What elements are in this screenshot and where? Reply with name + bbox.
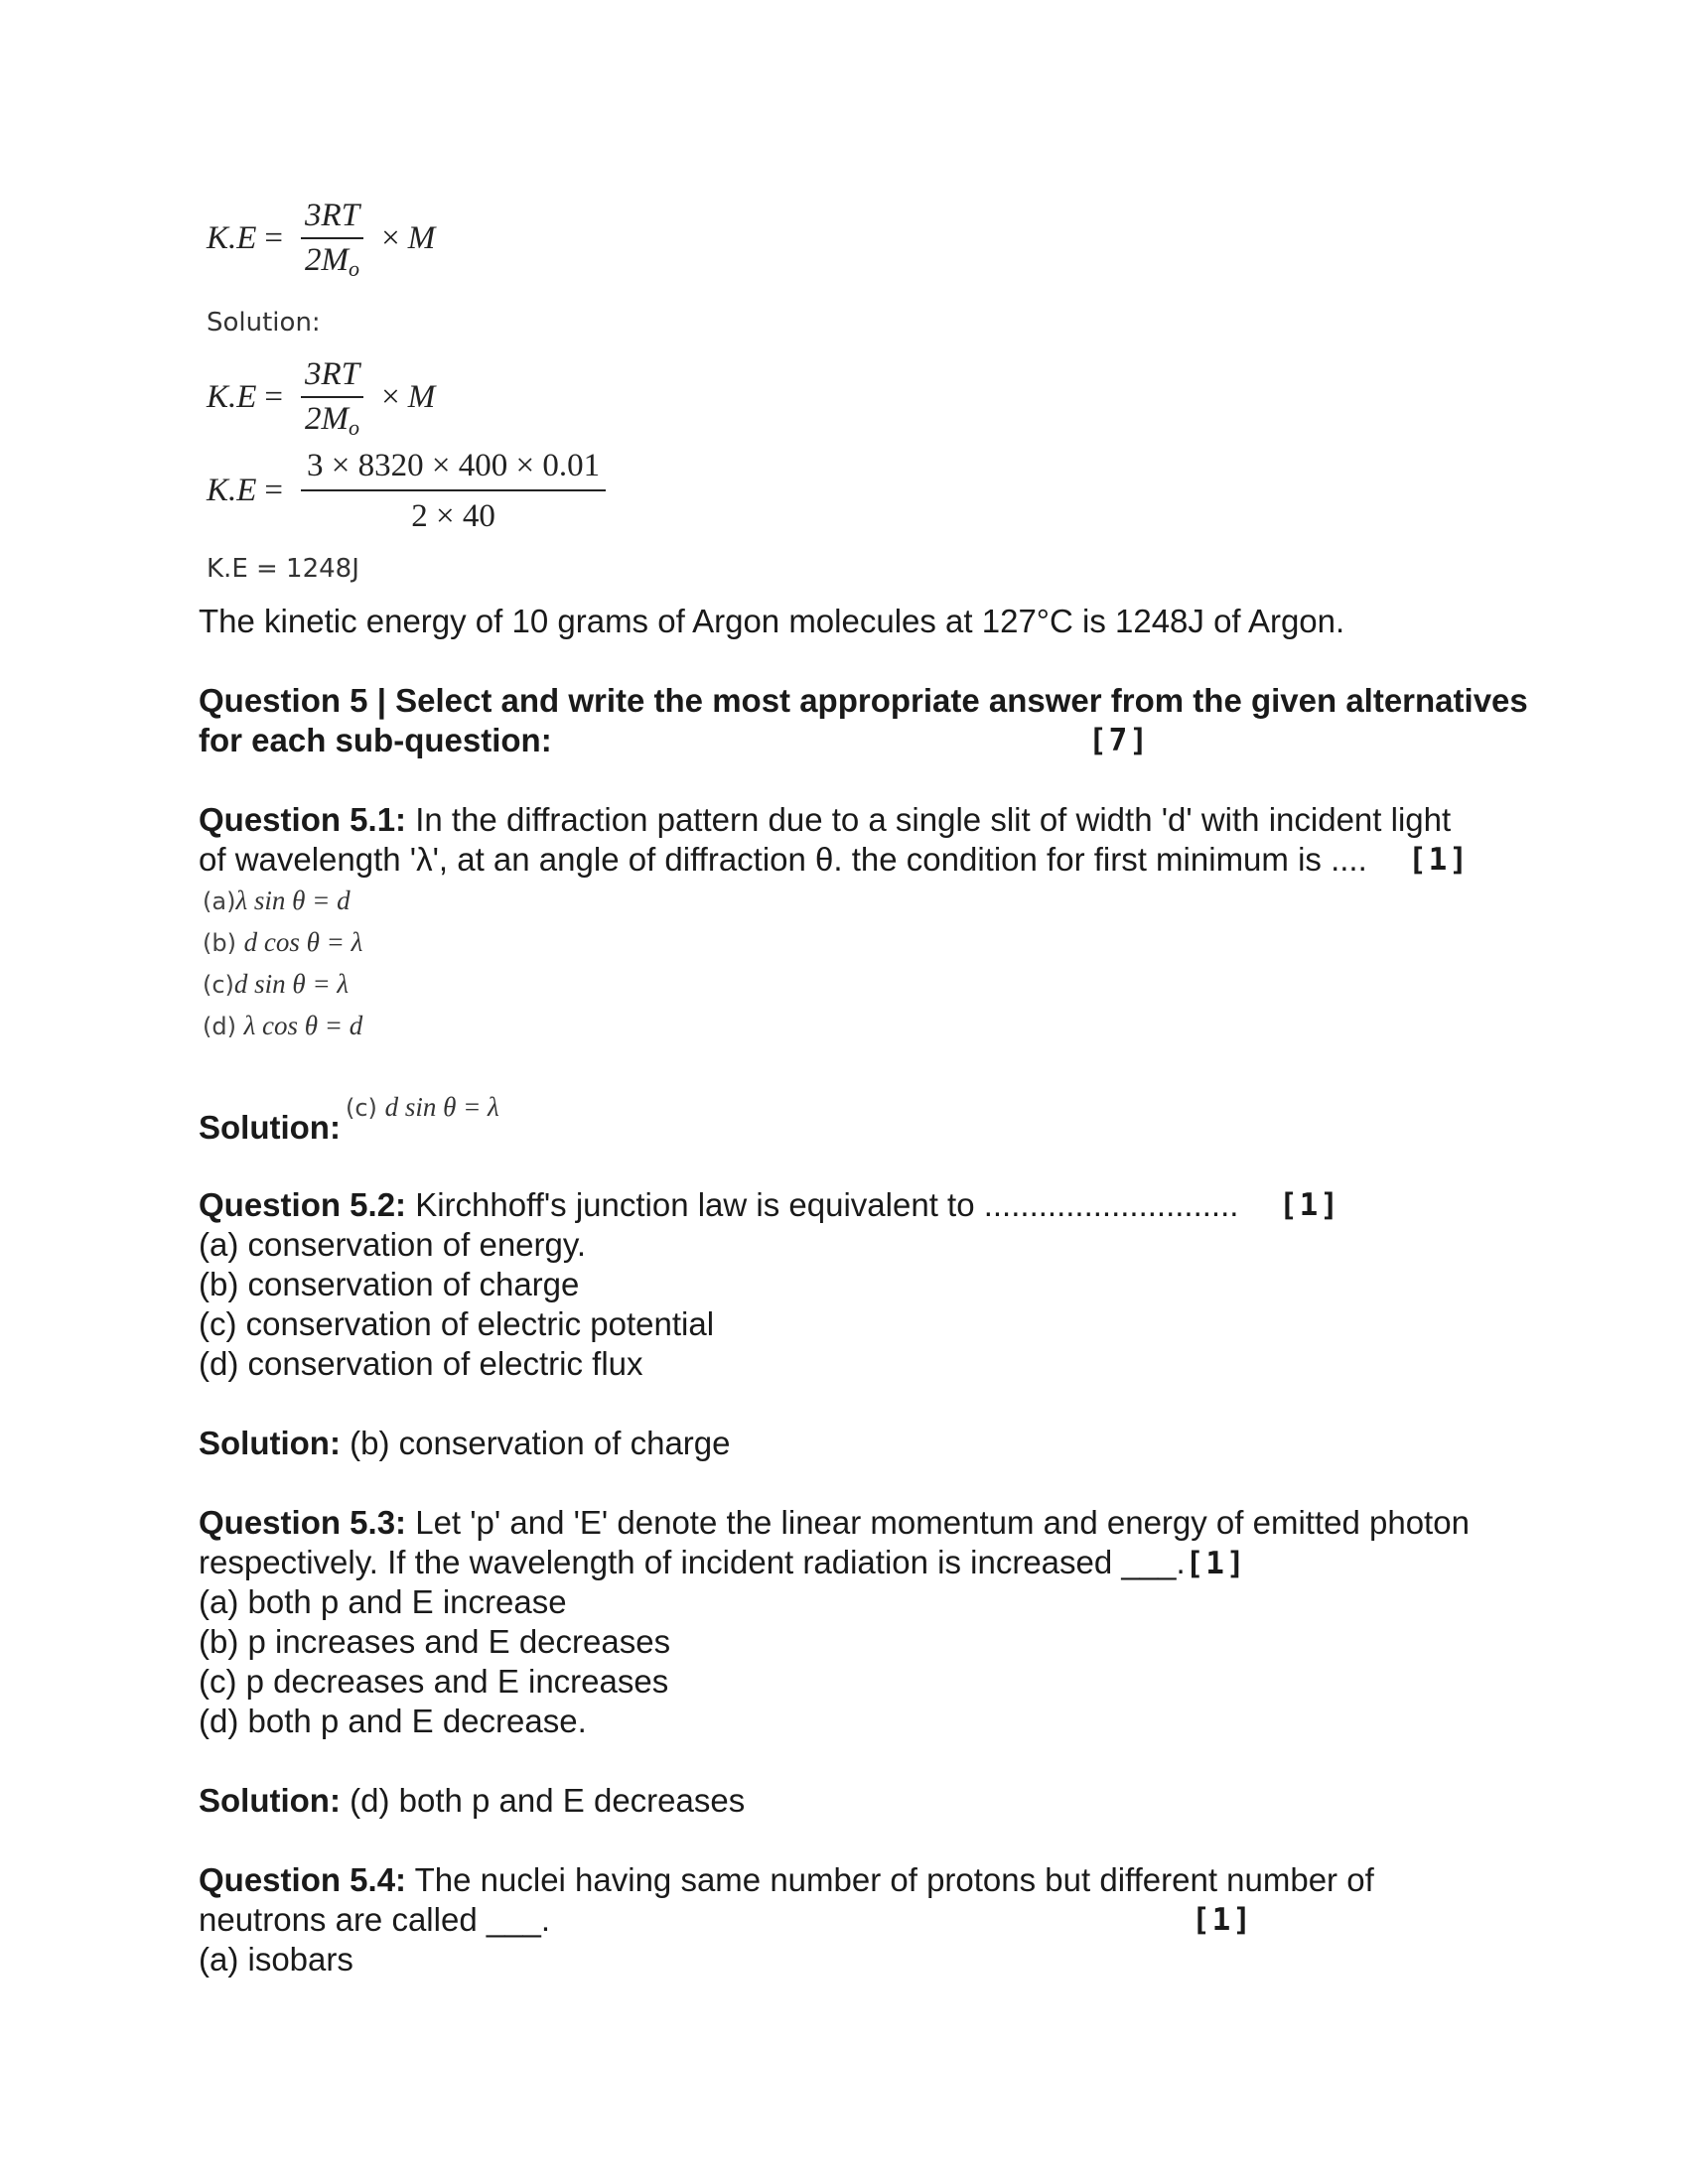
q5-3-line2 xyxy=(199,1543,1247,1583)
formula-equals: = xyxy=(264,220,284,257)
q5-1-solution-label: Solution: xyxy=(199,1109,341,1146)
q5-1-marks: [1] xyxy=(1408,842,1470,878)
formula-denominator: 2 × 40 xyxy=(411,497,495,534)
q5-1-option-b xyxy=(203,927,362,958)
option-expr: d cos θ = λ xyxy=(243,927,363,957)
option-expr: λ cos θ = d xyxy=(243,1011,363,1040)
q5-2-option-a: (a) conservation of energy. xyxy=(199,1226,587,1263)
q5-4-text-line1: The nuclei having same number of protons but different number of xyxy=(406,1861,1374,1898)
q5-2-option-d: (d) conservation of electric flux xyxy=(199,1345,643,1382)
solution-label: Solution: xyxy=(199,1425,341,1461)
option-label: (c) xyxy=(203,971,234,999)
q5-3-solution xyxy=(199,1781,745,1821)
q5-3-text-line1: Let 'p' and 'E' denote the linear momentum and energy of emitted photon xyxy=(406,1504,1470,1541)
formula-numerator: 3RT xyxy=(301,357,363,398)
option-label: (d) xyxy=(203,1013,244,1040)
option-label: (a) xyxy=(203,887,236,915)
solution-text: (b) conservation of charge xyxy=(340,1425,731,1461)
q5-1-solution-answer xyxy=(346,1092,499,1123)
q5-1-line1 xyxy=(199,800,1451,840)
q5-3-option-b: (b) p increases and E decreases xyxy=(199,1623,671,1660)
formula-fraction xyxy=(301,357,363,439)
denominator-main: 2M xyxy=(305,241,350,278)
q5-3-option-a: (a) both p and E increase xyxy=(199,1583,567,1620)
q5-1-text-line1: In the diffraction pattern due to a single slit of width 'd' with incident light xyxy=(406,801,1452,838)
ke-statement: The kinetic energy of 10 grams of Argon molecules at 127°C is 1248J of Argon. xyxy=(199,603,1345,639)
formula-fraction xyxy=(301,199,363,280)
denominator-sub: o xyxy=(349,414,360,440)
formula-lhs: K.E xyxy=(207,473,257,509)
ke-result: K.E = 1248J xyxy=(207,554,359,584)
q5-4-marks: [1] xyxy=(1192,1902,1253,1938)
denominator-sub: o xyxy=(349,255,360,281)
q5-3-label: Question 5.3: xyxy=(199,1504,407,1541)
q5-3-line1 xyxy=(199,1503,1470,1543)
solution-label-small: Solution: xyxy=(207,308,321,338)
q5-1-option-c xyxy=(203,969,349,1000)
q5-heading-line2: for each sub-question: xyxy=(199,722,552,758)
q5-2-option-c: (c) conservation of electric potential xyxy=(199,1305,715,1342)
formula-lhs: K.E xyxy=(207,220,257,257)
q5-4-label: Question 5.4: xyxy=(199,1861,407,1898)
formula-numerator: 3RT xyxy=(301,199,363,239)
solution-text: (d) both p and E decreases xyxy=(340,1782,746,1819)
formula-rhs-var: M xyxy=(407,220,436,257)
formula-equals: = xyxy=(264,473,284,509)
formula-ke-top xyxy=(207,199,435,280)
q5-2-label: Question 5.2: xyxy=(199,1186,407,1223)
denominator-main: 2M xyxy=(305,400,350,437)
q5-1-label: Question 5.1: xyxy=(199,801,407,838)
formula-lhs: K.E xyxy=(207,379,257,416)
formula-ke-step2 xyxy=(207,449,616,533)
q5-3-marks: [1] xyxy=(1185,1546,1247,1581)
q5-3-option-d: (d) both p and E decrease. xyxy=(199,1703,587,1739)
q5-heading-line1: Question 5 | Select and write the most appropriate answer from the given alternatives xyxy=(199,682,1528,719)
formula-times: × xyxy=(381,379,400,416)
q5-2-line1 xyxy=(199,1185,1238,1225)
q5-2-option-b: (b) conservation of charge xyxy=(199,1266,580,1302)
formula-denominator xyxy=(301,239,363,280)
q5-1-option-a xyxy=(203,886,351,916)
q5-4-line1 xyxy=(199,1860,1374,1900)
formula-numerator: 3 × 8320 × 400 × 0.01 xyxy=(301,449,606,491)
formula-fraction xyxy=(301,449,606,533)
option-expr: λ sin θ = d xyxy=(235,886,351,915)
q5-3-option-c: (c) p decreases and E increases xyxy=(199,1663,669,1700)
formula-denominator xyxy=(301,398,363,439)
formula-rhs-var: M xyxy=(407,379,436,416)
option-label: (c) xyxy=(346,1094,385,1122)
q5-2-marks: [1] xyxy=(1279,1187,1340,1223)
q5-3-text-line2: respectively. If the wavelength of incident radiation is increased ___. xyxy=(199,1544,1186,1580)
q5-1-line2: of wavelength 'λ', at an angle of diffraction θ. the condition for first minimum is .... xyxy=(199,841,1367,878)
option-expr: d sin θ = λ xyxy=(233,969,350,999)
q5-2-text: Kirchhoff's junction law is equivalent to ............................ xyxy=(406,1186,1239,1223)
q5-marks: [7] xyxy=(1088,723,1150,758)
q5-4-line2: neutrons are called ___. xyxy=(199,1901,551,1938)
formula-times: × xyxy=(381,220,400,257)
solution-label: Solution: xyxy=(199,1782,341,1819)
option-expr: d sin θ = λ xyxy=(384,1092,499,1122)
formula-equals: = xyxy=(264,379,284,416)
q5-1-option-d xyxy=(203,1011,362,1041)
option-label: (b) xyxy=(203,929,244,957)
q5-2-solution xyxy=(199,1424,731,1463)
q5-4-option-a: (a) isobars xyxy=(199,1941,353,1978)
formula-ke-step1 xyxy=(207,357,435,439)
